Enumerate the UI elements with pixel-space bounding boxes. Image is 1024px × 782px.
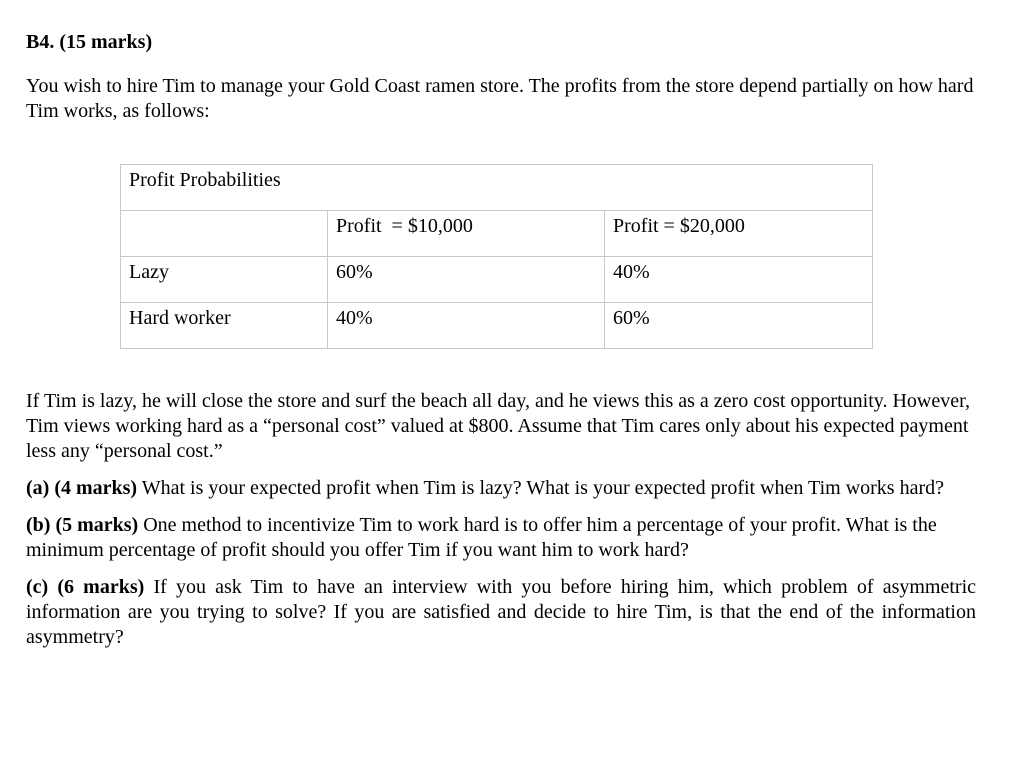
document-page xyxy=(26,30,976,650)
profit-probabilities-table xyxy=(120,164,873,349)
question-a xyxy=(26,476,976,501)
cell-hard-20000: 60% xyxy=(605,303,873,349)
table-caption: Profit Probabilities xyxy=(121,165,873,211)
header-cell-empty xyxy=(121,211,328,257)
cell-lazy-20000: 40% xyxy=(605,257,873,303)
cell-lazy-10000: 60% xyxy=(328,257,605,303)
question-a-text: What is your expected profit when Tim is lazy? What is your expected profit when Tim works hard? xyxy=(137,477,944,499)
question-c xyxy=(26,575,976,650)
question-c-text: If you ask Tim to have an interview with you before hiring him, which problem of asymmetric information are you trying to solve? If you are satisfied and decide to hire Tim, is that the end of the information asymmetry? xyxy=(26,576,977,648)
table-row xyxy=(121,257,873,303)
context-paragraph: If Tim is lazy, he will close the store and surf the beach all day, and he views this as a zero cost opportunity. However, Tim views working hard as a “personal cost” valued at $800. Assume that Tim cares only about his expected payment less any “personal cost.” xyxy=(26,390,970,462)
question-b-text: One method to incentivize Tim to work hard is to offer him a percentage of your profit. What is the minimum percentage of profit should you offer Tim if you want him to work hard? xyxy=(26,514,937,561)
intro-paragraph: You wish to hire Tim to manage your Gold Coast ramen store. The profits from the store depend partially on how hard Tim works, as follows: xyxy=(26,75,974,122)
question-b-label: (b) (5 marks) xyxy=(26,514,139,536)
question-heading: B4. (15 marks) xyxy=(26,31,153,53)
question-a-label: (a) (4 marks) xyxy=(26,477,138,499)
header-cell-profit-10000: Profit = $10,000 xyxy=(328,211,605,257)
table-header-row xyxy=(121,211,873,257)
table-row xyxy=(121,303,873,349)
header-cell-profit-20000: Profit = $20,000 xyxy=(605,211,873,257)
cell-hard-10000: 40% xyxy=(328,303,605,349)
row-label-lazy: Lazy xyxy=(121,257,328,303)
question-c-label: (c) (6 marks) xyxy=(26,576,145,598)
question-b xyxy=(26,513,976,563)
table-caption-row xyxy=(121,165,873,211)
row-label-hard-worker: Hard worker xyxy=(121,303,328,349)
